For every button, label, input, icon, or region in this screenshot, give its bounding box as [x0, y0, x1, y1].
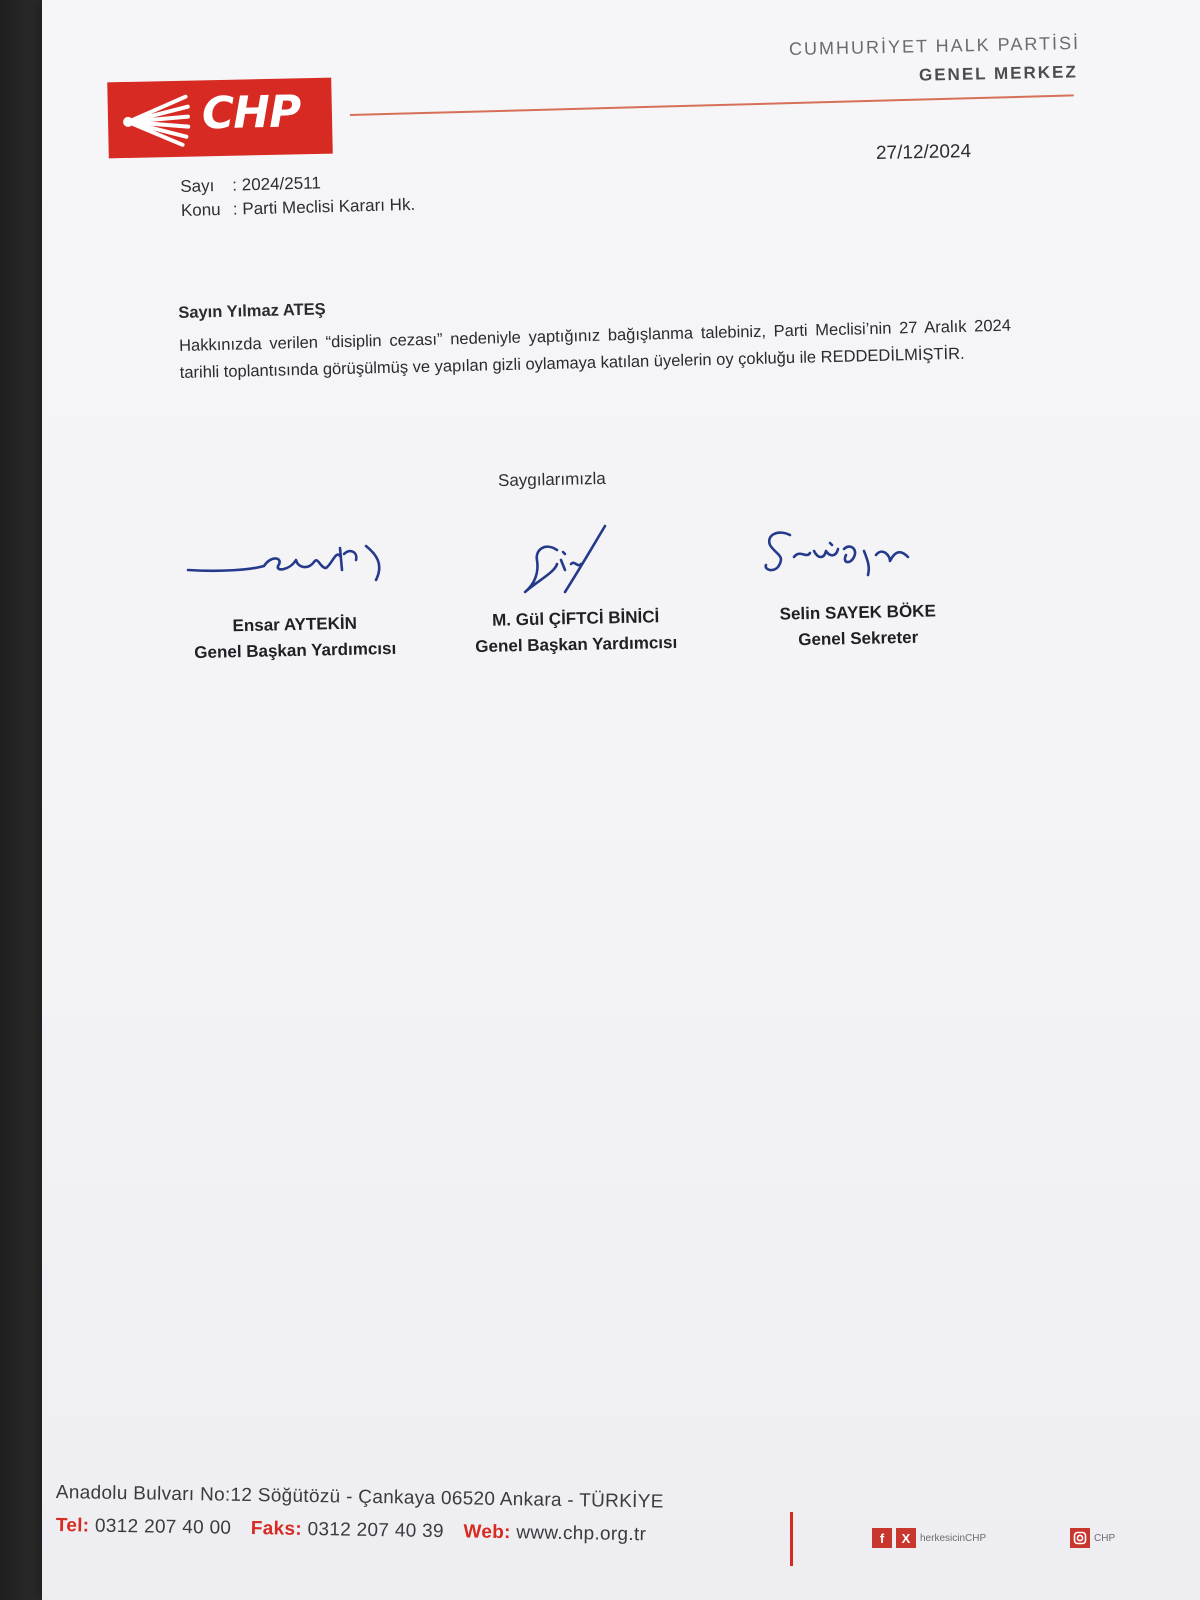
closing: Saygılarımızla — [497, 468, 606, 491]
letter-page — [42, 0, 1200, 1600]
reference-block — [180, 169, 415, 223]
social-handle: herkesicinCHP — [920, 1532, 987, 1544]
signatory-title: Genel Sekreter — [798, 627, 919, 650]
signatory-title: Genel Başkan Yardımcısı — [475, 632, 678, 657]
web-label: Web: — [463, 1521, 511, 1544]
tel-value: 0312 207 40 00 — [94, 1515, 232, 1539]
instagram-handle: CHP — [1094, 1532, 1116, 1544]
subject-value: : Parti Meclisi Kararı Hk. — [232, 194, 416, 219]
signature-1 — [180, 528, 400, 598]
letter-date: 27/12/2024 — [875, 141, 972, 164]
web-value: www.chp.org.tr — [516, 1522, 647, 1546]
signatory-3 — [727, 597, 988, 654]
fax-label: Faks: — [250, 1518, 303, 1540]
facebook-icon: f — [872, 1528, 892, 1548]
fax-value: 0312 207 40 39 — [307, 1518, 445, 1543]
tel-label: Tel: — [55, 1515, 90, 1537]
logo-text: CHP — [201, 86, 301, 140]
number-value: : 2024/2511 — [232, 173, 322, 195]
signatory-name: M. Gül ÇİFTCİ BİNİCİ — [491, 607, 660, 630]
signature-3 — [760, 515, 950, 595]
chp-logo — [107, 78, 333, 159]
social-handles — [872, 1528, 986, 1548]
number-label: Sayı — [180, 176, 215, 196]
signatory-2 — [445, 603, 706, 660]
instagram-handle-group — [1070, 1528, 1115, 1548]
footer-address: Anadolu Bulvarı No:12 Söğütözü - Çankaya 06520 Ankara - TÜRKİYE — [55, 1482, 664, 1513]
x-icon: X — [896, 1528, 916, 1548]
salutation: Sayın Yılmaz ATEŞ — [178, 300, 326, 322]
party-center: GENEL MERKEZ — [919, 62, 1079, 85]
subject-label: Konu — [180, 199, 221, 220]
signature-2 — [505, 520, 635, 610]
signatory-name: Ensar AYTEKİN — [232, 613, 358, 636]
signatory-name: Selin SAYEK BÖKE — [779, 601, 936, 624]
signatory-title: Genel Başkan Yardımcısı — [194, 638, 397, 663]
signatory-1 — [164, 609, 425, 666]
six-arrows-icon — [121, 91, 192, 148]
party-name: CUMHURİYET HALK PARTİSİ — [788, 32, 1081, 60]
footer-divider — [790, 1512, 793, 1566]
instagram-icon — [1070, 1528, 1090, 1548]
body-paragraph: Hakkınızda verilen “disiplin cezası” nedeniyle yaptığınız bağışlanma talebiniz, Parti Meclisi’nin 27 Aralık 2024 tarihli toplantısında görüşülmüş ve yapılan gizli oylamaya katılan üyelerin oy çokluğu ile REDDEDİLMİŞTİR. — [178, 316, 1012, 382]
